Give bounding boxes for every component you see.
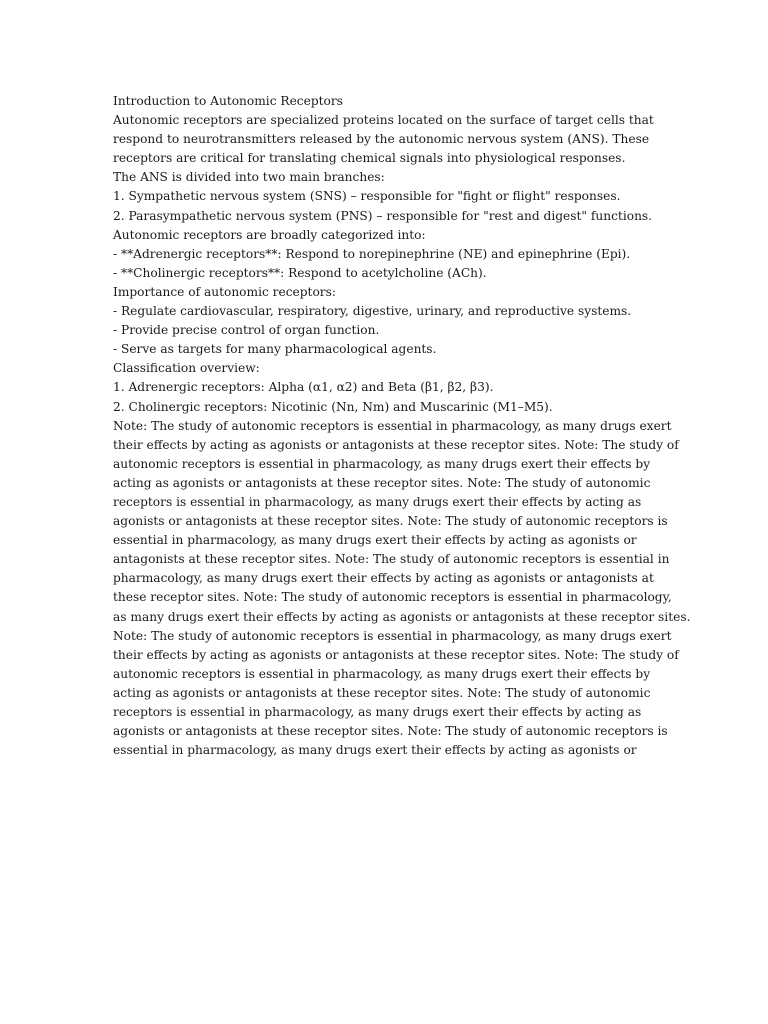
note-line: receptors is essential in pharmacology, as many drugs exert their effects by acting as [113, 705, 642, 719]
note-paragraph [113, 417, 691, 761]
note-line: autonomic receptors is essential in pharmacology, as many drugs exert their effects by [113, 666, 651, 681]
note-line: agonists or antagonists at these receptor sites. Note: The study of autonomic receptors is [113, 724, 668, 739]
categories-line: - **Cholinergic receptors**: Respond to acetylcholine (ACh). [113, 265, 487, 280]
categories-line: - **Adrenergic receptors**: Respond to norepinephrine (NE) and epinephrine (Epi). [113, 246, 631, 261]
categories-line: Autonomic receptors are broadly categorized into: [113, 227, 426, 242]
branches-line: 2. Parasympathetic nervous system (PNS) – responsible for "rest and digest" functions. [113, 208, 653, 223]
title-line: Introduction to Autonomic Receptors [113, 94, 343, 108]
note-line: Note: The study of autonomic receptors is essential in pharmacology, as many drugs exert [113, 418, 672, 433]
note-line: acting as agonists or antagonists at these receptor sites. Note: The study of autonomic [113, 475, 651, 490]
branches-line: 1. Sympathetic nervous system (SNS) – responsible for "fight or flight" responses. [113, 189, 621, 204]
note-line: their effects by acting as agonists or antagonists at these receptor sites. Note: The study of [113, 437, 679, 452]
importance-section [113, 283, 658, 359]
importance-line: - Provide precise control of organ function. [113, 323, 380, 338]
note-line: pharmacology, as many drugs exert their effects by acting as agonists or antagonists at [113, 571, 654, 586]
note-line: essential in pharmacology, as many drugs exert their effects by acting as agonists or [113, 533, 637, 548]
intro-line: respond to neurotransmitters released by the autonomic nervous system (ANS). These [113, 132, 650, 147]
importance-line: Importance of autonomic receptors: [113, 284, 336, 299]
branches-line: The ANS is divided into two main branches: [113, 170, 385, 185]
note-line: Note: The study of autonomic receptors is essential in pharmacology, as many drugs exert [113, 628, 672, 643]
classification-line: 2. Cholinergic receptors: Nicotinic (Nn, Nm) and Muscarinic (M1–M5). [113, 399, 553, 414]
categories-section [113, 226, 658, 283]
document-title [113, 92, 658, 111]
note-line: agonists or antagonists at these receptor sites. Note: The study of autonomic receptors is [113, 514, 668, 529]
note-line: autonomic receptors is essential in pharmacology, as many drugs exert their effects by [113, 456, 651, 471]
document-page [113, 92, 691, 760]
branches-section [113, 168, 658, 225]
importance-line: - Regulate cardiovascular, respiratory, digestive, urinary, and reproductive systems. [113, 304, 632, 319]
intro-line: Autonomic receptors are specialized proteins located on the surface of target cells that [113, 113, 654, 128]
note-line: acting as agonists or antagonists at these receptor sites. Note: The study of autonomic [113, 685, 651, 700]
classification-section [113, 359, 658, 416]
note-line: antagonists at these receptor sites. Note: The study of autonomic receptors is essential in [113, 552, 670, 567]
note-line: essential in pharmacology, as many drugs exert their effects by acting as agonists or [113, 743, 637, 758]
intro-line: receptors are critical for translating chemical signals into physiological responses. [113, 151, 626, 166]
note-line: receptors is essential in pharmacology, as many drugs exert their effects by acting as [113, 494, 642, 509]
note-line: as many drugs exert their effects by acting as agonists or antagonists at these receptor sites. [113, 609, 691, 624]
note-line: their effects by acting as agonists or antagonists at these receptor sites. Note: The study of [113, 647, 679, 662]
classification-line: 1. Adrenergic receptors: Alpha (α1, α2) and Beta (β1, β2, β3). [113, 380, 494, 395]
intro-paragraph [113, 111, 658, 168]
importance-line: - Serve as targets for many pharmacological agents. [113, 342, 437, 357]
note-line: these receptor sites. Note: The study of autonomic receptors is essential in pharmacology, [113, 590, 672, 605]
classification-line: Classification overview: [113, 361, 260, 376]
